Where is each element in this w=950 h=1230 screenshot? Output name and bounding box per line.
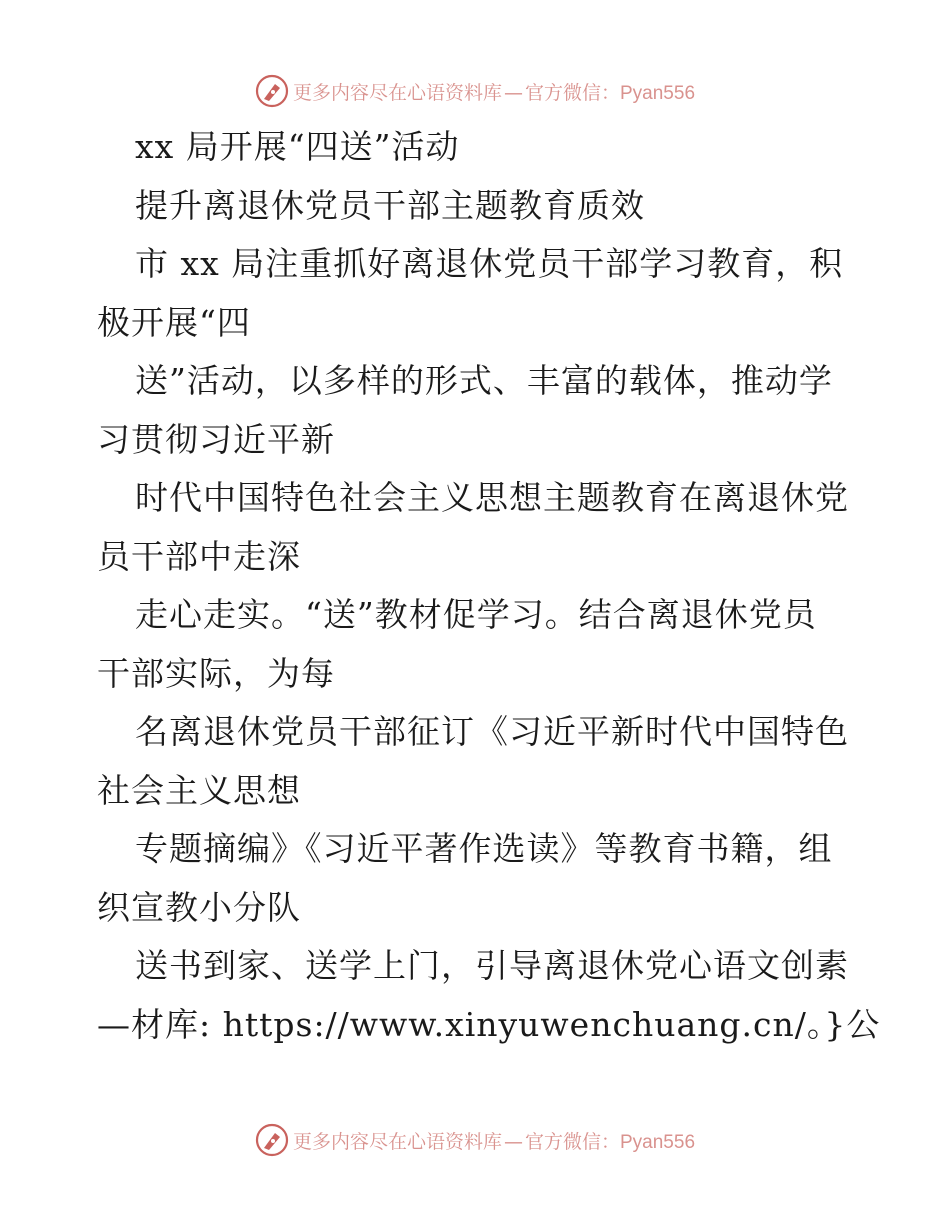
doc-line: 市 xx 局注重抓好离退休党员干部学习教育，积	[135, 244, 844, 283]
watermark-brand: 更多内容尽在心语资料库	[292, 81, 502, 104]
doc-line: 织宣教小分队	[97, 887, 301, 927]
doc-line: 极开展“四	[97, 302, 251, 342]
doc-line: 送书到家、送学上门，引导离退休党心语文创素	[135, 946, 849, 985]
watermark-text	[293, 1127, 695, 1154]
doc-line: 时代中国特色社会主义思想主题教育在离退休党	[135, 478, 849, 517]
header-watermark	[0, 69, 950, 113]
doc-line: 专题摘编》《习近平著作选读》等教育书籍，组	[135, 829, 833, 868]
watermark-separator: —	[503, 81, 523, 104]
watermark-wechat-id: Pyan556	[620, 1131, 696, 1153]
pen-nib-circle-icon	[255, 1123, 289, 1157]
pen-nib-circle-icon	[255, 74, 289, 108]
document-body	[97, 118, 881, 1054]
doc-line: 送”活动，以多样的形式、丰富的载体，推动学	[135, 361, 833, 400]
doc-line: 名离退休党员干部征订《习近平新时代中国特色	[135, 712, 849, 751]
watermark-wechat-label: 官方微信：	[524, 81, 620, 104]
watermark-brand: 更多内容尽在心语资料库	[292, 1130, 502, 1153]
footer-watermark	[0, 1118, 950, 1162]
watermark-text	[293, 78, 695, 105]
doc-line: 干部实际，为每	[97, 653, 335, 693]
doc-line: —材库: https://www.xinyuwenchuang.cn/。}公	[97, 1004, 881, 1044]
doc-line: 员干部中走深	[97, 536, 301, 576]
doc-subtitle: 提升离退休党员干部主题教育质效	[135, 185, 645, 225]
doc-line: 习贯彻习近平新	[97, 419, 335, 459]
watermark-wechat-id: Pyan556	[620, 82, 696, 104]
watermark-wechat-label: 官方微信：	[524, 1130, 620, 1153]
doc-title: xx 局开展“四送”活动	[135, 127, 460, 166]
doc-line: 走心走实。“送”教材促学习。结合离退休党员	[135, 595, 817, 634]
watermark-separator: —	[503, 1130, 523, 1153]
doc-line: 社会主义思想	[97, 770, 301, 810]
